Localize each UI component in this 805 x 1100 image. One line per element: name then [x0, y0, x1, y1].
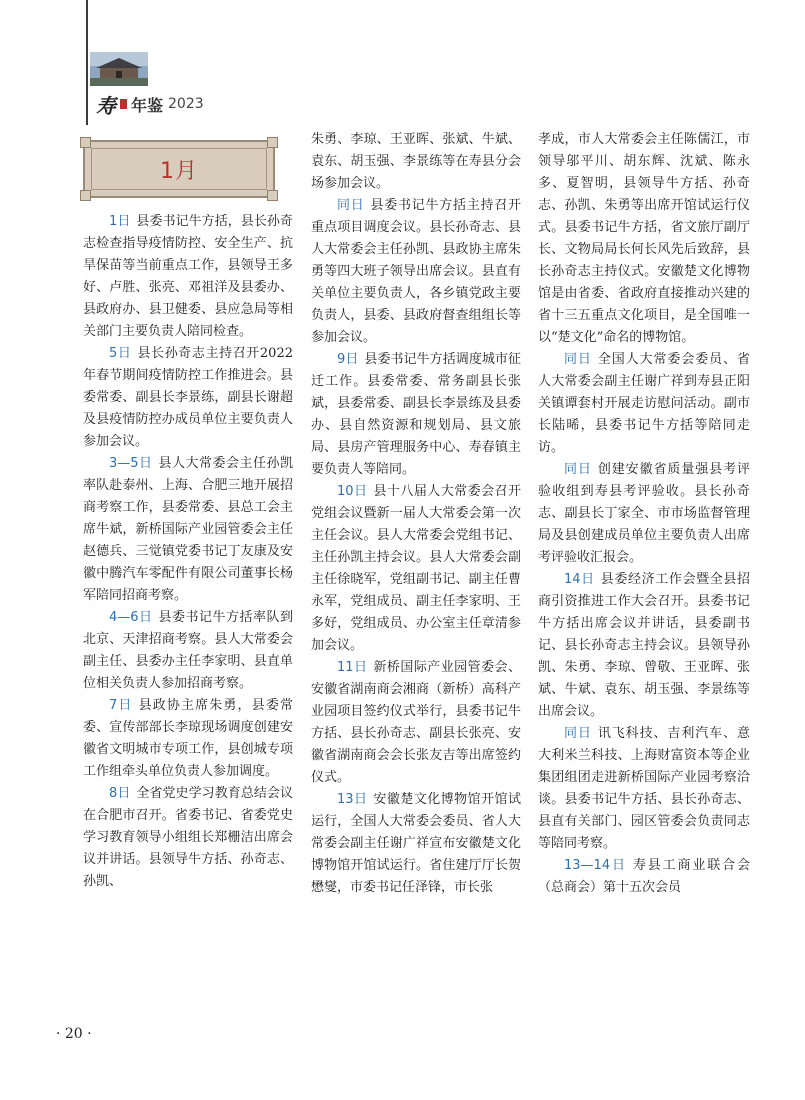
header-vertical-rule — [86, 0, 88, 125]
entry-date: 9日 — [337, 352, 359, 367]
seal-mark — [120, 99, 127, 109]
page-number: · 20 · — [56, 1026, 92, 1042]
entry — [538, 459, 750, 569]
entry-date: 同日 — [564, 462, 592, 477]
entry-date: 10日 — [337, 484, 368, 499]
entry-text: 朱勇、李琼、王亚晖、张斌、牛斌、袁东、胡玉强、李景练等在寿县分会场参加会议。 — [311, 132, 521, 191]
entry — [538, 855, 750, 899]
entry — [83, 607, 293, 695]
entry-date: 5日 — [109, 346, 132, 361]
entry-date: 14日 — [564, 572, 595, 587]
entry-date: 4—6日 — [109, 610, 153, 625]
entry-text: 寿县工商业联合会（总商会）第十五次会员 — [538, 858, 750, 895]
entry-text: 县委书记牛方括，县长孙奇志检查指导疫情防控、安全生产、抗旱保苗等当前重点工作，县领导王多好、卢胜、张亮、邓祖洋及县委办、县政府办、县卫健委、县应急局等相关部门主要负责人陪同检查。 — [83, 214, 293, 339]
entry-text: 全省党史学习教育总结会议在合肥市召开。省委书记、省委党史学习教育领导小组组长郑栅洁出席会议并讲话。县领导牛方括、孙奇志、孙凯、 — [83, 786, 293, 889]
entry-text: 县十八届人大常委会召开党组会议暨新一届人大常委会第一次主任会议。县人大常委会党组书记、主任孙凯主持会议。县人大常委会副主任徐晓军，党组副书记、副主任曹永军，党组成员、副主任李家明、王多好，党组成员、办公室主任章清参加会议。 — [311, 484, 521, 653]
entry-text: 全国人大常委会委员、省人大常委会副主任谢广祥到寿县正阳关镇谭套村开展走访慰问活动。副市长陆晞，县委书记牛方括等陪同走访。 — [538, 352, 750, 455]
entry-text: 安徽楚文化博物馆开馆试运行，全国人大常委会委员、省人大常委会副主任谢广祥宣布安徽楚文化博物馆开馆试运行。省住建厅厅长贺懋燮，市委书记任泽锋，市长张 — [311, 792, 521, 895]
entry — [311, 657, 521, 789]
entry-text: 新桥国际产业园管委会、安徽省湖南商会湘商（新桥）高科产业园项目签约仪式举行，县委书记牛方括、县长孙奇志、副县长张亮、安徽省湖南商会会长张友吉等出席签约仪式。 — [311, 660, 521, 785]
entry — [311, 349, 521, 481]
entry-date: 11日 — [337, 660, 368, 675]
entry-date: 13—14日 — [564, 858, 627, 873]
entry-date: 同日 — [337, 198, 365, 213]
entry-continued — [538, 129, 750, 349]
text-column-1 — [83, 211, 293, 893]
entry-date: 13日 — [337, 792, 368, 807]
yearbook-title — [96, 92, 204, 116]
text-column-3 — [538, 129, 750, 899]
entry-text: 孝成，市人大常委会主任陈儒江，市领导邬平川、胡东辉、沈斌、陈永多、夏智明，县领导牛方括、孙奇志、孙凯、朱勇等出席开馆试运行仪式。县委书记牛方括，省文旅厅副厅长、文物局局长何长风先后致辞，县长孙奇志主持仪式。安徽楚文化博物馆是由省委、省政府直接推动兴建的省十三五重点文化项目，是全国唯一以“楚文化”命名的博物馆。 — [538, 132, 750, 345]
title-shou: 寿 — [96, 93, 116, 118]
entry-text: 县委书记牛方括率队到北京、天津招商考察。县人大常委会副主任、县委办主任李家明、县直单位相关负责人参加招商考察。 — [83, 610, 293, 691]
entry-text: 县委书记牛方括主持召开重点项目调度会议。县长孙奇志、县人大常委会主任孙凯、县政协主席朱勇等四大班子领导出席会议。县直有关单位主要负责人，各乡镇党政主要负责人，县委、县政府督查组组长等参加会议。 — [311, 198, 521, 345]
entry-date: 7日 — [109, 698, 133, 713]
entry-continued — [311, 129, 521, 195]
entry — [311, 195, 521, 349]
entry-date: 同日 — [564, 352, 592, 367]
entry — [83, 211, 293, 343]
entry-date: 同日 — [564, 726, 592, 741]
entry-text: 县人大常委会主任孙凯率队赴泰州、上海、合肥三地开展招商考察工作，县委常委、县总工会主席牛斌，新桥国际产业园管委会主任赵德兵、三觉镇党委书记丁友康及安徽中腾汽车零配件有限公司董事长杨军陪同招商考察。 — [83, 456, 293, 603]
entry-date: 3—5日 — [109, 456, 153, 471]
entry — [83, 453, 293, 607]
pavilion-photo-icon — [90, 52, 148, 86]
month-title: 1月 — [160, 159, 198, 184]
entry-text: 县长孙奇志主持召开2022年春节期间疫情防控工作推进会。县委常委、副县长李景练，副县长谢超及县疫情防控办成员单位主要负责人参加会议。 — [83, 346, 293, 449]
entry-text: 讯飞科技、吉利汽车、意大利米兰科技、上海财富资本等企业集团组团走进新桥国际产业园考察洽谈。县委书记牛方括、县长孙奇志、县直有关部门、园区管委会负责同志等陪同考察。 — [538, 726, 750, 851]
entry-text: 创建安徽省质量强县考评验收组到寿县考评验收。县长孙奇志、副县长丁家全、市市场监督管理局及县创建成员单位主要负责人出席考评验收汇报会。 — [538, 462, 750, 565]
entry — [538, 723, 750, 855]
entry — [83, 783, 293, 893]
entry — [538, 349, 750, 459]
entry — [83, 695, 293, 783]
title-year: 2023 — [168, 96, 204, 112]
month-banner — [83, 140, 275, 198]
entry-text: 县政协主席朱勇，县委常委、宣传部部长李琼现场调度创建安徽省文明城市专项工作，县创城专项工作组牵头单位负责人参加调度。 — [83, 698, 293, 779]
entry-text: 县委书记牛方括调度城市征迁工作。县委常委、常务副县长张斌，县委常委、副县长李景练及县委办、县自然资源和规划局、县文旅局、县房产管理服务中心、寿春镇主要负责人等陪同。 — [311, 352, 521, 477]
entry-date: 8日 — [109, 786, 131, 801]
entry — [538, 569, 750, 723]
entry — [311, 481, 521, 657]
text-column-2 — [311, 129, 521, 899]
entry — [83, 343, 293, 453]
entry-text: 县委经济工作会暨全县招商引资推进工作大会召开。县委书记牛方括出席会议并讲话，县委副书记、县长孙奇志主持会议。县领导孙凯、朱勇、李琼、曾敬、王亚晖、张斌、牛斌、袁东、胡玉强、李景练等出席会议。 — [538, 572, 750, 719]
entry — [311, 789, 521, 899]
title-nianjian: 年鉴 — [131, 95, 164, 115]
entry-date: 1日 — [109, 214, 131, 229]
